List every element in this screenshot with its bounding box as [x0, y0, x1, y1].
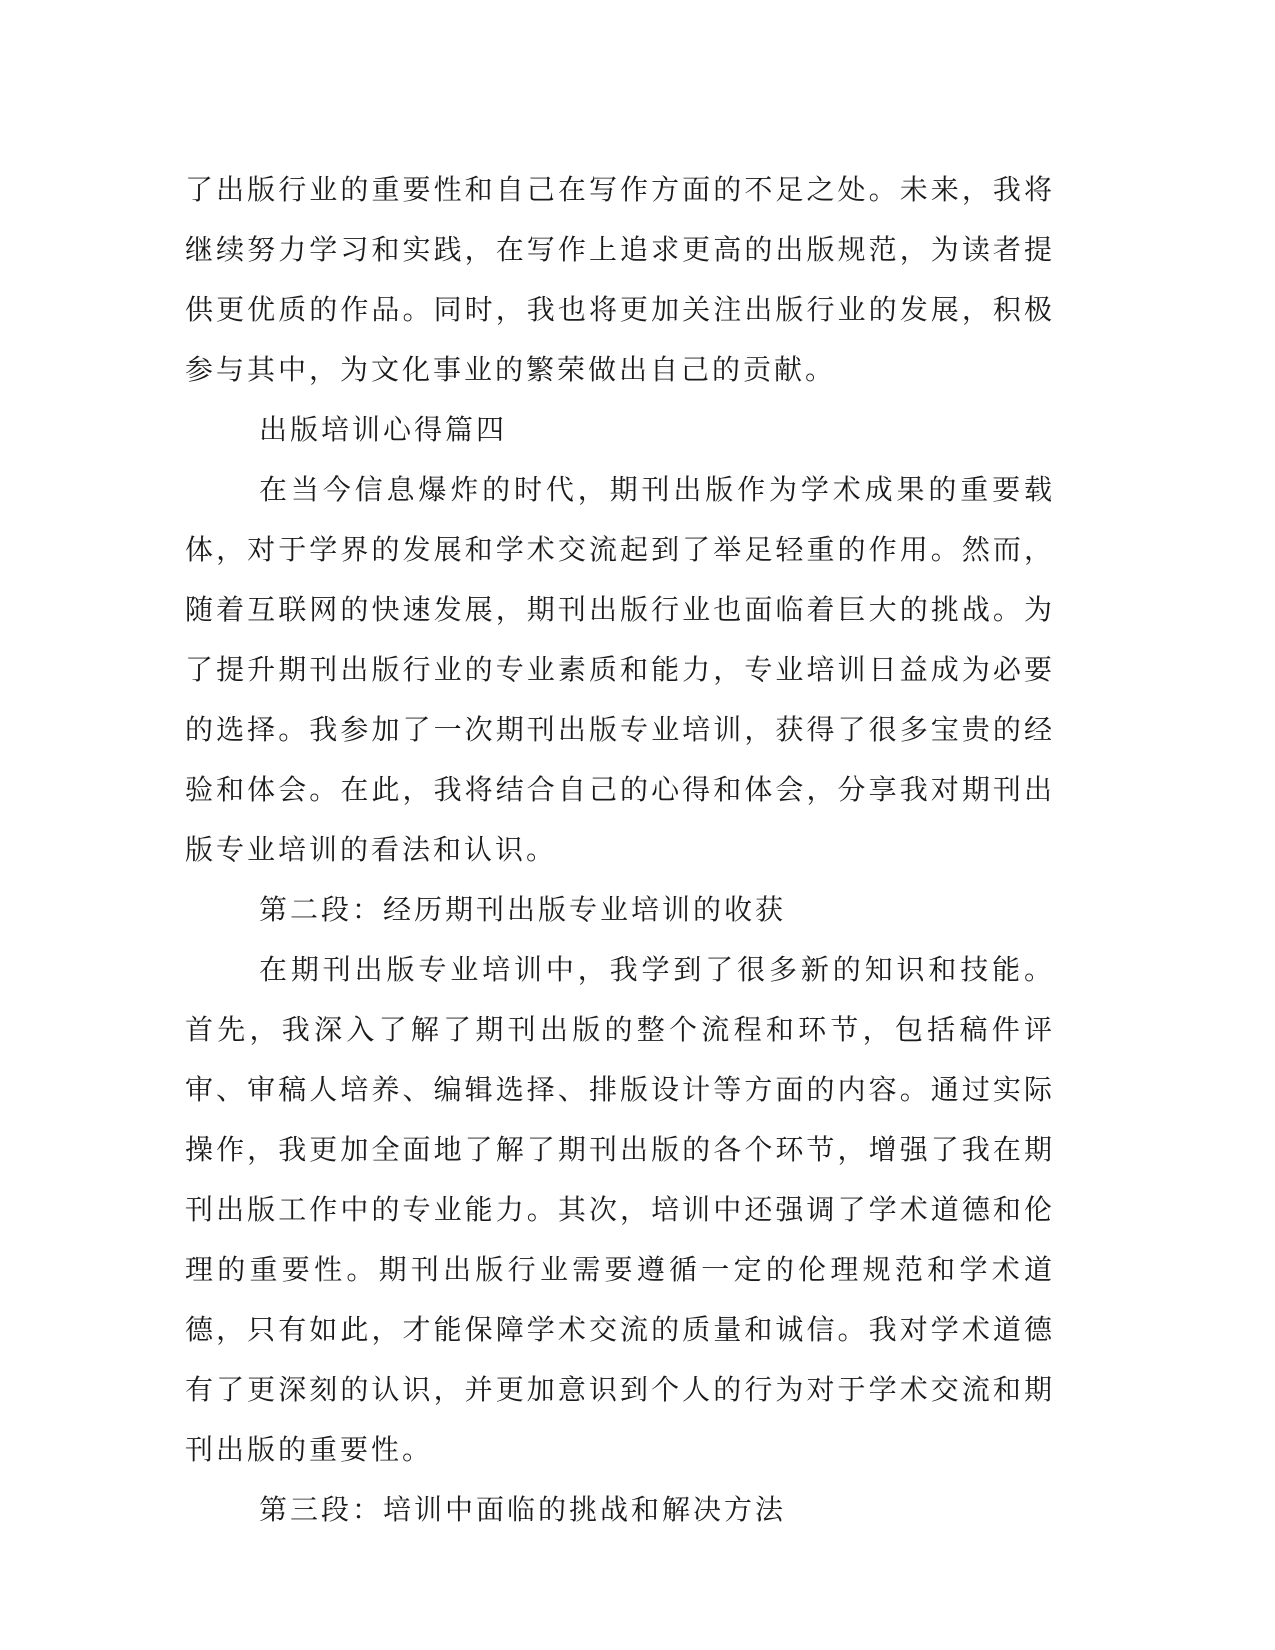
section-heading-second: 第二段：经历期刊出版专业培训的收获: [259, 893, 787, 926]
section-heading-part-four: 出版培训心得篇四: [259, 413, 508, 446]
paragraph-introduction: 在当今信息爆炸的时代，期刊出版作为学术成果的重要载体，对于学界的发展和学术交流起到了举足轻重的作用。然而，随着互联网的快速发展，期刊出版行业也面临着巨大的挑战。为了提升期刊出版行业的专业素质和能力，专业培训日益成为必要的选择。我参加了一次期刊出版专业培训，获得了很多宝贵的经验和体会。在此，我将结合自己的心得和体会，分享我对期刊出版专业培训的看法和认识。: [185, 473, 1055, 866]
paragraph-continuation: 了出版行业的重要性和自己在写作方面的不足之处。未来，我将继续努力学习和实践，在写作上追求更高的出版规范，为读者提供更优质的作品。同时，我也将更加关注出版行业的发展，积极参与其中，为文化事业的繁荣做出自己的贡献。: [185, 173, 1055, 386]
section-heading-third: 第三段：培训中面临的挑战和解决方法: [259, 1493, 787, 1526]
document-body: [185, 160, 1055, 1540]
paragraph-training-gains: 在期刊出版专业培训中，我学到了很多新的知识和技能。首先，我深入了解了期刊出版的整个流程和环节，包括稿件评审、审稿人培养、编辑选择、排版设计等方面的内容。通过实际操作，我更加全面地了解了期刊出版的各个环节，增强了我在期刊出版工作中的专业能力。其次，培训中还强调了学术道德和伦理的重要性。期刊出版行业需要遵循一定的伦理规范和学术道德，只有如此，才能保障学术交流的质量和诚信。我对学术道德有了更深刻的认识，并更加意识到个人的行为对于学术交流和期刊出版的重要性。: [185, 953, 1055, 1466]
